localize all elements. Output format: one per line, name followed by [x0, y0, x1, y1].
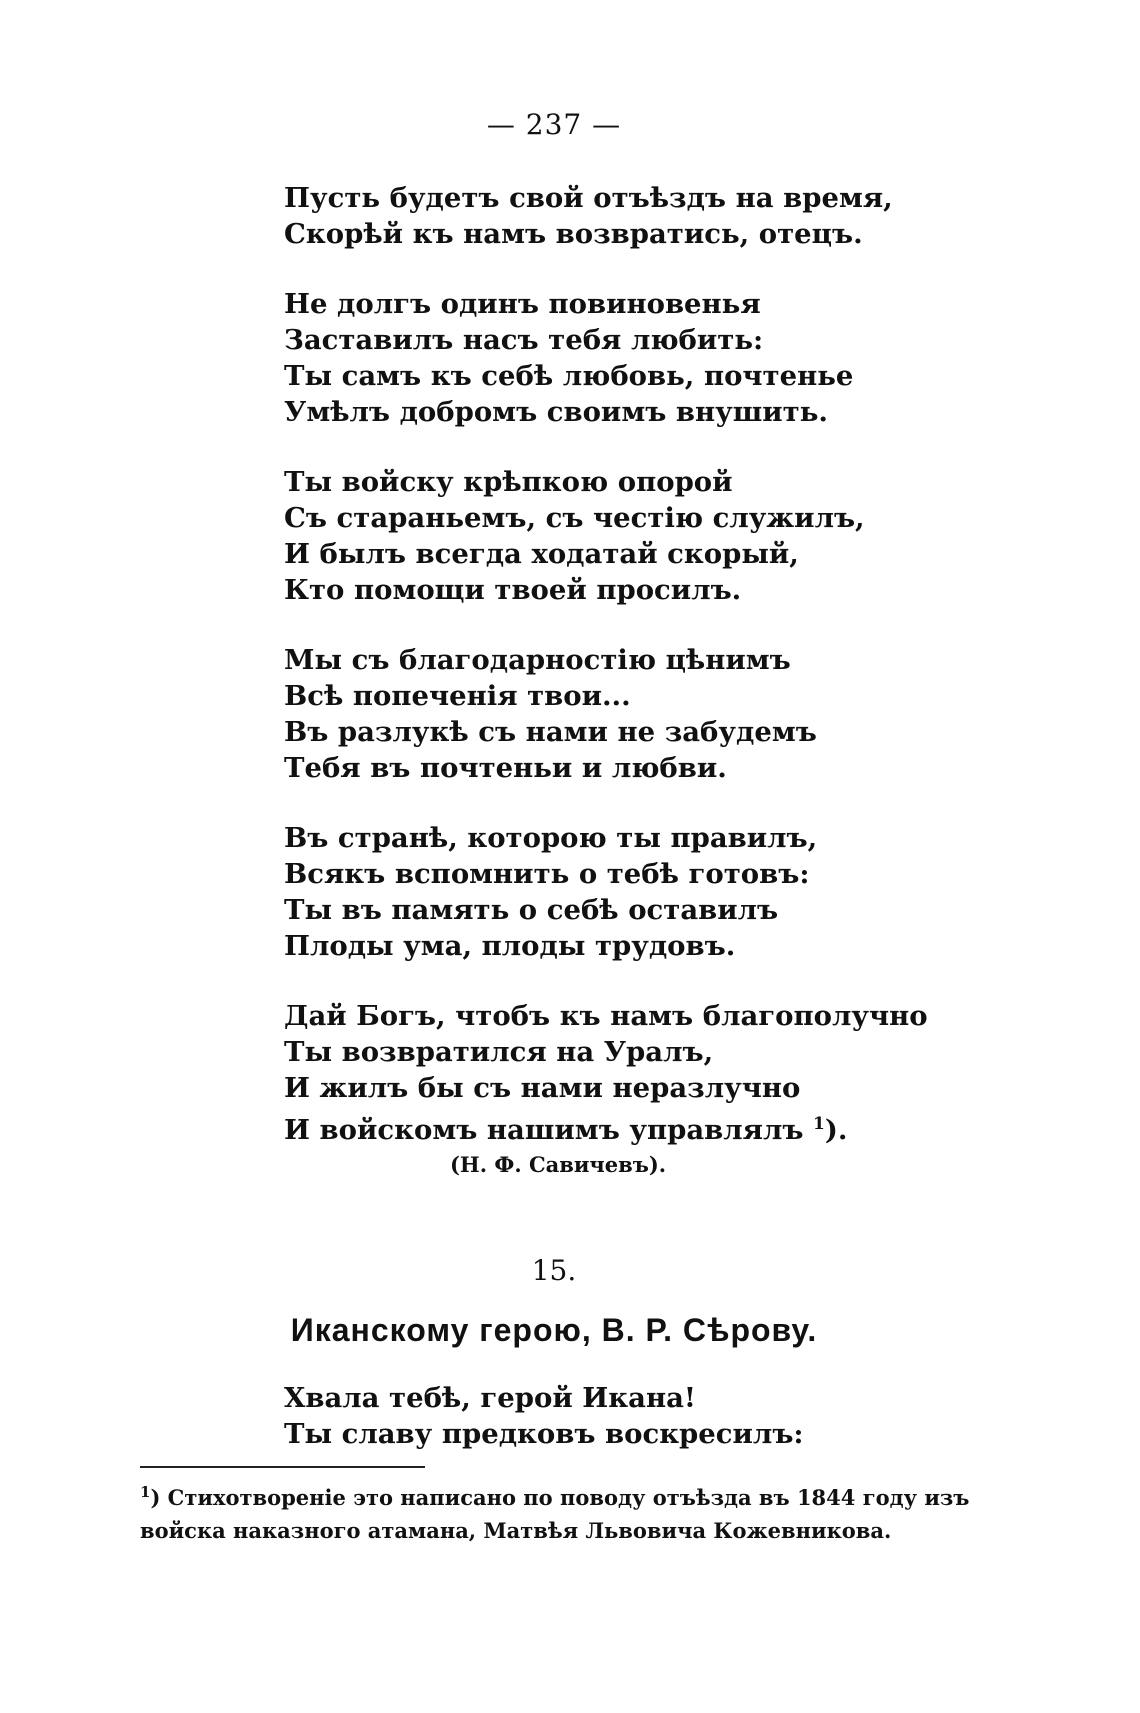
footnote-divider — [140, 1466, 425, 1468]
stanza — [284, 180, 928, 252]
footnote — [140, 1476, 980, 1547]
poem-line: Пусть будетъ свой отъѣздъ на время, — [284, 182, 893, 214]
poem-line: Ты въ память о себѣ оставилъ — [284, 894, 779, 926]
poem-line: Тебя въ почтеньи и любви. — [284, 752, 727, 784]
poem-line: И былъ всегда ходатай скорый, — [284, 538, 799, 570]
poem-line: Умѣлъ добромъ своимъ внушить. — [284, 396, 828, 428]
author-signature: (Н. Ф. Савичевъ). — [450, 1152, 667, 1177]
page-number: — 237 — — [486, 108, 622, 141]
poem-line: Всякъ вспомнить о тебѣ готовъ: — [284, 858, 810, 890]
poem-title: Иканскому герою, В. Р. Сѣрову. — [290, 1312, 818, 1348]
poem-line: Съ стараньемъ, съ честію служилъ, — [284, 502, 865, 534]
poem-line: Ты славу предковъ воскресилъ: — [284, 1418, 804, 1450]
footnote-text: ) Стихотвореніе это написано по поводу отъѣзда въ 1844 году изъ войска наказного атамана, Матвѣя Львовича Кожевникова. — [140, 1485, 970, 1543]
footnote-mark: 1 — [140, 1483, 151, 1501]
poem-line: Скорѣй къ намъ возвратись, отецъ. — [284, 218, 863, 250]
poem-line: Плоды ума, плоды трудовъ. — [284, 930, 736, 962]
stanza — [284, 998, 928, 1148]
poem-line: Ты войску крѣпкою опорой — [284, 466, 733, 498]
poem-line-text: И войскомъ нашимъ управлялъ — [284, 1114, 804, 1147]
line-ending: ). — [824, 1114, 848, 1147]
stanza — [284, 820, 928, 964]
poem-body-second — [284, 1380, 804, 1452]
stanza — [284, 464, 928, 608]
poem-line: Заставилъ насъ тебя любить: — [284, 324, 764, 356]
stanza — [284, 286, 928, 430]
stanza — [284, 642, 928, 786]
poem-line-final — [284, 1106, 928, 1148]
poem-line: Хвала тебѣ, герой Икана! — [284, 1382, 696, 1414]
poem-line: Ты самъ къ себѣ любовь, почтенье — [284, 360, 854, 392]
poem-number: 15. — [531, 1254, 577, 1287]
poem-line: Не долгъ одинъ повиновенья — [284, 288, 761, 320]
poem-line: И жилъ бы съ нами неразлучно — [284, 1072, 801, 1104]
poem-line: Въ разлукѣ съ нами не забудемъ — [284, 716, 817, 748]
poem-line: Мы съ благодарностію цѣнимъ — [284, 644, 791, 676]
poem-line: Всѣ попеченія твои... — [284, 680, 631, 712]
poem-body — [284, 180, 928, 1148]
poem-line: Кто помощи твоей просилъ. — [284, 574, 742, 606]
poem-line: Ты возвратился на Уралъ, — [284, 1036, 714, 1068]
footnote-reference: 1 — [813, 1114, 825, 1134]
poem-line: Дай Богъ, чтобъ къ намъ благополучно — [284, 1000, 928, 1032]
poem-line: Въ странѣ, которою ты правилъ, — [284, 822, 818, 854]
